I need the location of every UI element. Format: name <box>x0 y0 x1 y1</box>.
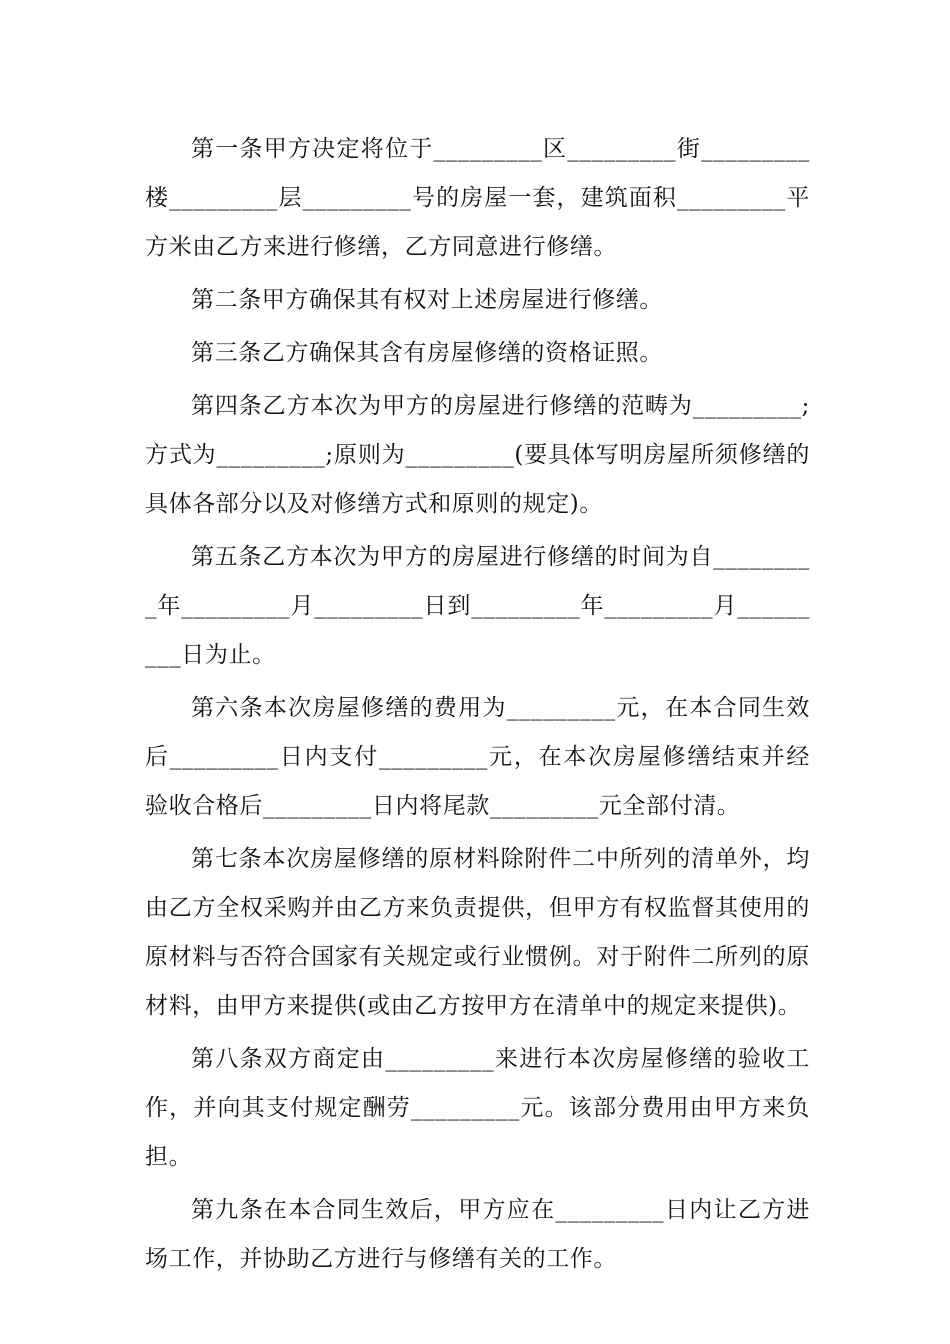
clause-5: 第五条乙方本次为甲方的房屋进行修缮的时间为自_________年_________月_________日到_________年_________月_________日为止。 <box>145 544 810 668</box>
clause-7: 第七条本次房屋修缮的原材料除附件二中所列的清单外，均由乙方全权采购并由乙方来负责提供，但甲方有权监督其使用的原材料与否符合国家有关规定或行业惯例。对于附件二所列的原材料，由甲方来提供(或由乙方按甲方在清单中的规定来提供)。 <box>145 846 810 1019</box>
clause-1: 第一条甲方决定将位于_________区_________街_________楼_________层_________号的房屋一套，建筑面积_________平方米由乙方来进行修缮，乙方同意进行修缮。 <box>145 136 810 260</box>
clause-2: 第二条甲方确保其有权对上述房屋进行修缮。 <box>191 287 663 313</box>
contract-body <box>145 125 810 1288</box>
clause-6: 第六条本次房屋修缮的费用为_________元，在本合同生效后_________日内支付_________元，在本次房屋修缮结束并经验收合格后_________日内将尾款_________元全部付清。 <box>145 695 810 819</box>
clause-3: 第三条乙方确保其含有房屋修缮的资格证照。 <box>191 340 663 366</box>
clause-9: 第九条在本合同生效后，甲方应在_________日内让乙方进场工作，并协助乙方进行与修缮有关的工作。 <box>145 1197 810 1272</box>
clause-4: 第四条乙方本次为甲方的房屋进行修缮的范畴为_________;方式为_________;原则为_________(要具体写明房屋所须修缮的具体各部分以及对修缮方式和原则的规定)。 <box>145 393 810 517</box>
clause-8: 第八条双方商定由_________来进行本次房屋修缮的验收工作，并向其支付规定酬劳_________元。该部分费用由甲方来负担。 <box>145 1046 810 1170</box>
